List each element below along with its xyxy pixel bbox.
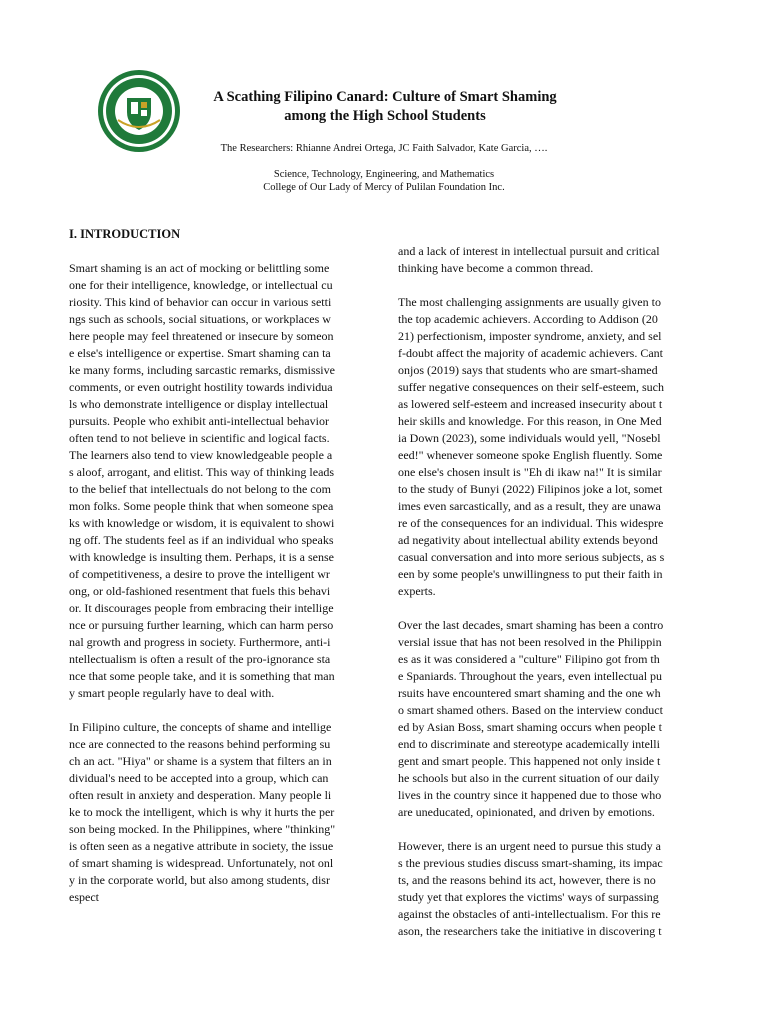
text-line: The most challenging assignments are usually given to	[398, 295, 661, 309]
text-line: 21) perfectionism, imposter syndrome, anxiety, and sel	[398, 329, 662, 343]
text-line: comments, or even outright hostility towards individua	[69, 380, 333, 394]
text-line: casual conversation and into more serious subjects, as s	[398, 550, 665, 564]
text-line: versial issue that has not been resolved in the Philippin	[398, 635, 662, 649]
text-line: ngs such as schools, social situations, or workplaces w	[69, 312, 331, 326]
text-line: ls who demonstrate intelligence or display intellectual	[69, 397, 329, 411]
researchers-line: The Researchers: Rhianne Andrei Ortega, JC Faith Salvador, Kate Garcia, ….	[220, 143, 548, 154]
paper-title-line-1: A Scathing Filipino Canard: Culture of Smart Shaming	[213, 89, 557, 105]
paragraph-gap	[69, 702, 369, 719]
text-line: dividual's need to be accepted into a group, which can	[69, 771, 329, 785]
text-line: onjos (2019) says that students who are smart-shamed	[398, 363, 658, 377]
text-line: as lowered self-esteem and increased insecurity about t	[398, 397, 663, 411]
text-line: experts.	[398, 584, 436, 598]
text-line: ng off. The students feel as if an individual who speaks	[69, 533, 334, 547]
text-line: ke to mock the intelligent, which is why it hurts the per	[69, 805, 335, 819]
paragraph-gap	[398, 600, 700, 617]
text-line: ed by Asian Boss, smart shaming occurs when people t	[398, 720, 662, 734]
text-line: are uneducated, opinionated, and driven by emotions.	[398, 805, 655, 819]
affiliation-line-1: Science, Technology, Engineering, and Mathematics	[273, 169, 495, 180]
text-line: imes even sarcastically, and as a result, they are unawa	[398, 499, 661, 513]
text-line: riosity. This kind of behavior can occur in various setti	[69, 295, 332, 309]
text-line: ia Down (2023), some individuals would yell, "Nosebl	[398, 431, 661, 445]
text-line: heir skills and knowledge. For this reason, in One Med	[398, 414, 662, 428]
text-line: nce or pursuing further learning, which can harm perso	[69, 618, 334, 632]
text-line: s the previous studies discuss smart-shaming, its impac	[398, 856, 663, 870]
text-line: lives in the country since it happened due to those who	[398, 788, 662, 802]
text-line: y smart people regularly have to deal with.	[69, 686, 275, 700]
text-line: Smart shaming is an act of mocking or belittling some	[69, 261, 330, 275]
text-line: However, there is an urgent need to pursue this study a	[398, 839, 661, 853]
paragraph	[398, 243, 700, 277]
text-line: eed!" whenever someone spoke English fluently. Some	[398, 448, 663, 462]
text-line: ke many forms, including sarcastic remarks, dismissive	[69, 363, 335, 377]
affiliation-line-2: College of Our Lady of Mercy of Pulilan Foundation Inc.	[263, 182, 505, 193]
text-line: end to discriminate and stereotype academically intelli	[398, 737, 660, 751]
text-line: to the belief that intellectuals do not belong to the com	[69, 482, 331, 496]
paragraph	[69, 719, 369, 906]
text-line: with knowledge is insulting them. Perhaps, it is a sense	[69, 550, 334, 564]
text-line: often tend to not believe in scientific and logical facts.	[69, 431, 330, 445]
paper-title	[190, 88, 580, 126]
text-line: re of the consequences for an individual. This widespre	[398, 516, 664, 530]
text-line: es as it was considered a "culture" Filipino got from th	[398, 652, 660, 666]
text-line: s aloof, arrogant, and elitist. This way of thinking leads	[69, 465, 335, 479]
text-line: In Filipino culture, the concepts of shame and intellige	[69, 720, 332, 734]
text-line: son being mocked. In the Philippines, where "thinking"	[69, 822, 336, 836]
text-line: the top academic achievers. According to Addison (20	[398, 312, 658, 326]
text-line: ong, or old-fashioned resentment that fuels this behavi	[69, 584, 331, 598]
text-line: and a lack of interest in intellectual pursuit and critical	[398, 244, 660, 258]
text-line: Over the last decades, smart shaming has been a contro	[398, 618, 664, 632]
text-line: or. It discourages people from embracing their intellige	[69, 601, 334, 615]
text-line: he schools but also in the current situation of our daily	[398, 771, 660, 785]
text-line: e else's intelligence or expertise. Smart shaming can ta	[69, 346, 331, 360]
text-line: often result in anxiety and desperation. Many people li	[69, 788, 332, 802]
text-line: is often seen as a negative attribute in society, the issue	[69, 839, 334, 853]
text-line: rsuits have encountered smart shaming and the one wh	[398, 686, 661, 700]
paragraph	[398, 294, 700, 600]
text-line: to the study of Bunyi (2022) Filipinos joke a lot, somet	[398, 482, 663, 496]
text-line: nce are connected to the reasons behind performing su	[69, 737, 331, 751]
text-line: y in the corporate world, but also among students, disr	[69, 873, 330, 887]
text-line: f-doubt affect the majority of academic achievers. Cant	[398, 346, 663, 360]
text-line: nal growth and progress in society. Furthermore, anti-i	[69, 635, 331, 649]
college-seal-logo	[96, 68, 182, 154]
text-line: espect	[69, 890, 99, 904]
text-line: e Spaniards. Throughout the years, even intellectual pu	[398, 669, 663, 683]
paper-title-line-2: among the High School Students	[284, 108, 486, 124]
text-line: ason, the researchers take the initiative in discovering t	[398, 924, 662, 938]
text-line: The learners also tend to view knowledgeable people a	[69, 448, 333, 462]
text-line: gent and smart people. This happened not only inside t	[398, 754, 661, 768]
text-line: een by some people's unwillingness to put their faith in	[398, 567, 663, 581]
text-line: against the obstacles of anti-intellectualism. For this re	[398, 907, 661, 921]
text-line: ad negativity about intellectual ability extends beyond	[398, 533, 658, 547]
text-line: ts, and the reasons behind its act, however, there is no	[398, 873, 656, 887]
text-line: here people may feel threatened or insecure by someon	[69, 329, 334, 343]
text-line: one for their intelligence, knowledge, or intellectual cu	[69, 278, 333, 292]
text-line: pursuits. People who exhibit anti-intellectual behavior	[69, 414, 329, 428]
paragraph	[398, 617, 700, 821]
right-column	[398, 243, 700, 940]
affiliation	[150, 168, 618, 194]
paragraph	[69, 260, 369, 702]
text-line: o smart shamed others. Based on the interview conduct	[398, 703, 663, 717]
section-heading-introduction: I. INTRODUCTION	[69, 227, 181, 241]
paragraph-gap	[398, 277, 700, 294]
text-line: study yet that explores the victims' ways of surpassing	[398, 890, 659, 904]
left-column	[69, 260, 369, 906]
text-line: suffer negative consequences on their self-esteem, such	[398, 380, 665, 394]
text-line: of competitiveness, a desire to prove the intelligent wr	[69, 567, 330, 581]
text-line: ks with knowledge or wisdom, it is equivalent to showi	[69, 516, 335, 530]
text-line: ch an act. "Hiya" or shame is a system that filters an in	[69, 754, 332, 768]
paragraph	[398, 838, 700, 940]
paragraph-gap	[398, 821, 700, 838]
text-line: thinking have become a common thread.	[398, 261, 594, 275]
text-line: nce that some people take, and it is something that man	[69, 669, 335, 683]
text-line: mon folks. Some people think that when someone spea	[69, 499, 334, 513]
text-line: of smart shaming is widespread. Unfortunately, not onl	[69, 856, 334, 870]
text-line: ntellectualism is often a result of the pro-ignorance sta	[69, 652, 331, 666]
text-line: one else's chosen insult is "Eh di ikaw na!" It is similar	[398, 465, 662, 479]
